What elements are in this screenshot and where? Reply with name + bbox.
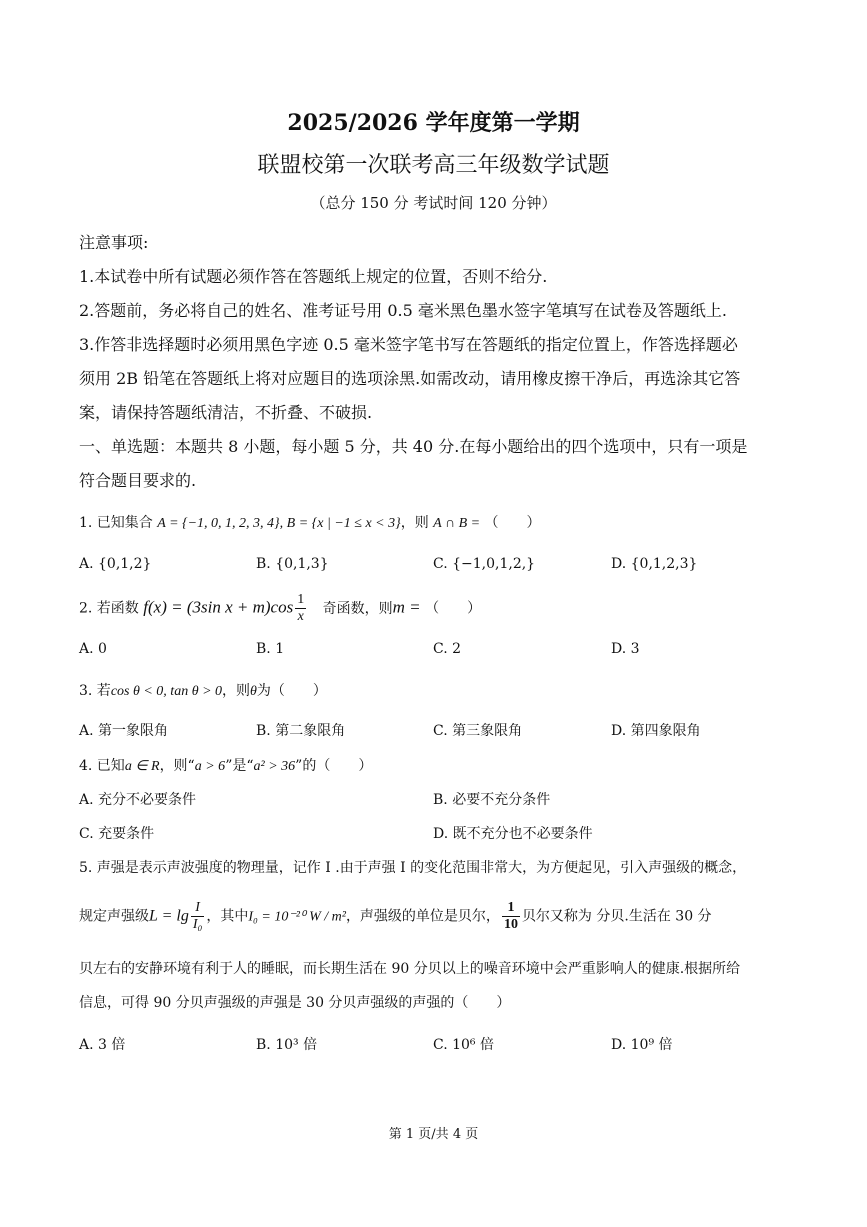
q5-frac2-num: 1: [502, 900, 520, 917]
q5-suffix: 贝尔又称为 分贝.生活在 30 分: [521, 908, 712, 925]
page-footer: 第 1 页/共 4 页: [388, 1127, 479, 1142]
q2-frac-den: x: [297, 609, 304, 624]
exam-title-line1: 2025/2026 学年度第一学期: [287, 110, 580, 136]
q2-suffix: 奇函数，则: [322, 600, 393, 617]
q5-formula: L = lg: [149, 907, 189, 925]
q4-option-d: D. 既不充分也不必要条件: [433, 826, 593, 842]
q5-line4: 信息，可得 90 分贝声强级的声强是 30 分贝声强级的声强的（ ）: [79, 995, 511, 1011]
q4-mid1: ，则“: [159, 758, 195, 774]
q2-paren: （ ）: [425, 600, 482, 617]
q2-option-a: A. 0: [79, 641, 107, 657]
question-3-stem: [79, 680, 327, 700]
q2-fraction: [295, 592, 306, 625]
q4-cond2: a² > 36: [253, 759, 296, 774]
section1-intro-line2: 符合题目要求的.: [79, 471, 197, 490]
q1-option-a: A. {0,1,2}: [79, 556, 152, 572]
q5-frac-den: I₀: [192, 917, 203, 932]
q3-suffix: 为（ ）: [256, 683, 327, 699]
q2-option-b: B. 1: [256, 641, 285, 657]
q5-fraction-2: [502, 900, 520, 933]
q4-suffix: ”的（ ）: [295, 758, 373, 774]
notice-item-3-line2: 须用 2B 铅笔在答题纸上将对应题目的选项涂黑.如需改动，请用橡皮擦干净后，再选涂其它答: [79, 369, 741, 388]
q1-ask: ，则: [400, 515, 429, 531]
q5-i0: I₀ = 10⁻²⁰ W / m²: [248, 909, 346, 925]
q3-var: θ: [250, 684, 257, 699]
q3-option-b: B. 第二象限角: [256, 723, 346, 739]
question-4-stem: [79, 755, 372, 775]
q5-option-a: A. 3 倍: [79, 1037, 126, 1053]
section1-intro-line1: 一、单选题：本题共 8 小题，每小题 5 分，共 40 分.在每小题给出的四个选项中，只有一项是: [79, 437, 748, 456]
q2-prefix: 2. 若函数: [79, 600, 139, 617]
q5-option-d: D. 10⁹ 倍: [611, 1037, 673, 1053]
notice-item-1: 1.本试卷中所有试题必须作答在答题纸上规定的位置，否则不给分.: [79, 267, 548, 286]
q3-prefix: 3. 若: [79, 683, 111, 699]
notice-heading: 注意事项:: [79, 233, 149, 252]
q5-fraction: [191, 900, 205, 933]
q3-option-a: A. 第一象限角: [79, 723, 169, 739]
q3-option-c: C. 第三象限角: [433, 723, 523, 739]
exam-title-line2: 联盟校第一次联考高三年级数学试题: [257, 153, 610, 178]
q5-line1: 5. 声强是表示声波强度的物理量，记作 I .由于声强 I 的变化范围非常大，为方便起见，引入声强级的概念，: [79, 860, 747, 876]
q5-mid2: ，声强级的单位是贝尔，: [345, 908, 500, 925]
q4-prefix: 4. 已知: [79, 758, 125, 774]
q4-cond1: a > 6: [194, 759, 226, 774]
q1-option-d: D. {0,1,2,3}: [611, 556, 698, 572]
q4-option-a: A. 充分不必要条件: [79, 792, 197, 808]
q1-set-b: , B = {x | −1 ≤ x < 3}: [279, 516, 401, 531]
q4-mid2: ”是“: [225, 758, 254, 774]
q4-option-b: B. 必要不充分条件: [433, 792, 551, 808]
q5-frac2-den: 10: [503, 917, 518, 932]
q3-option-d: D. 第四象限角: [611, 723, 701, 739]
q5-option-b: B. 10³ 倍: [256, 1037, 318, 1053]
notice-item-3-line1: 3.作答非选择题时必须用黑色字迹 0.5 毫米签字笔书写在答题纸的指定位置上，作答选择题必: [79, 335, 738, 354]
q1-expr: A ∩ B =: [433, 516, 481, 531]
question-2-stem: [79, 592, 481, 625]
q1-paren: （ ）: [484, 515, 541, 531]
q1-prefix: 1. 已知集合: [79, 515, 153, 531]
q4-option-c: C. 充要条件: [79, 826, 155, 842]
q1-option-b: B. {0,1,3}: [256, 556, 329, 572]
q1-option-c: C. {−1,0,1,2,}: [433, 556, 536, 572]
q2-frac-num: 1: [297, 592, 305, 607]
q5-line3: 贝左右的安静环境有利于人的睡眠，而长期生活在 90 分贝以上的噪音环境中会严重影响人的健康.根据所给: [79, 961, 741, 977]
q5-mid: ，其中: [206, 908, 249, 925]
q2-func: f(x) = (3sin x + m)cos: [143, 597, 294, 617]
q5-line2: [79, 900, 712, 933]
notice-item-2: 2.答题前，务必将自己的姓名、准考证号用 0.5 毫米黑色墨水签字笔填写在试卷及答题纸上.: [79, 301, 727, 320]
q2-var: m =: [392, 597, 421, 617]
q2-option-c: C. 2: [433, 641, 462, 657]
q1-set-a: A = {−1, 0, 1, 2, 3, 4}: [157, 516, 280, 531]
q2-option-d: D. 3: [611, 641, 640, 657]
question-1-stem: [79, 512, 541, 532]
exam-subtitle: （总分 150 分 考试时间 120 分钟）: [310, 194, 557, 212]
q5-prefix: 规定声强级: [79, 908, 149, 925]
notice-item-3-line3: 案，请保持答题纸清洁，不折叠、不破损.: [79, 403, 373, 422]
q3-condition: cos θ < 0, tan θ > 0: [110, 684, 223, 699]
q5-frac-num: I: [191, 900, 205, 917]
q3-mid: ，则: [222, 683, 251, 699]
q4-condition: a ∈ R: [124, 759, 160, 774]
q5-option-c: C. 10⁶ 倍: [433, 1037, 494, 1053]
